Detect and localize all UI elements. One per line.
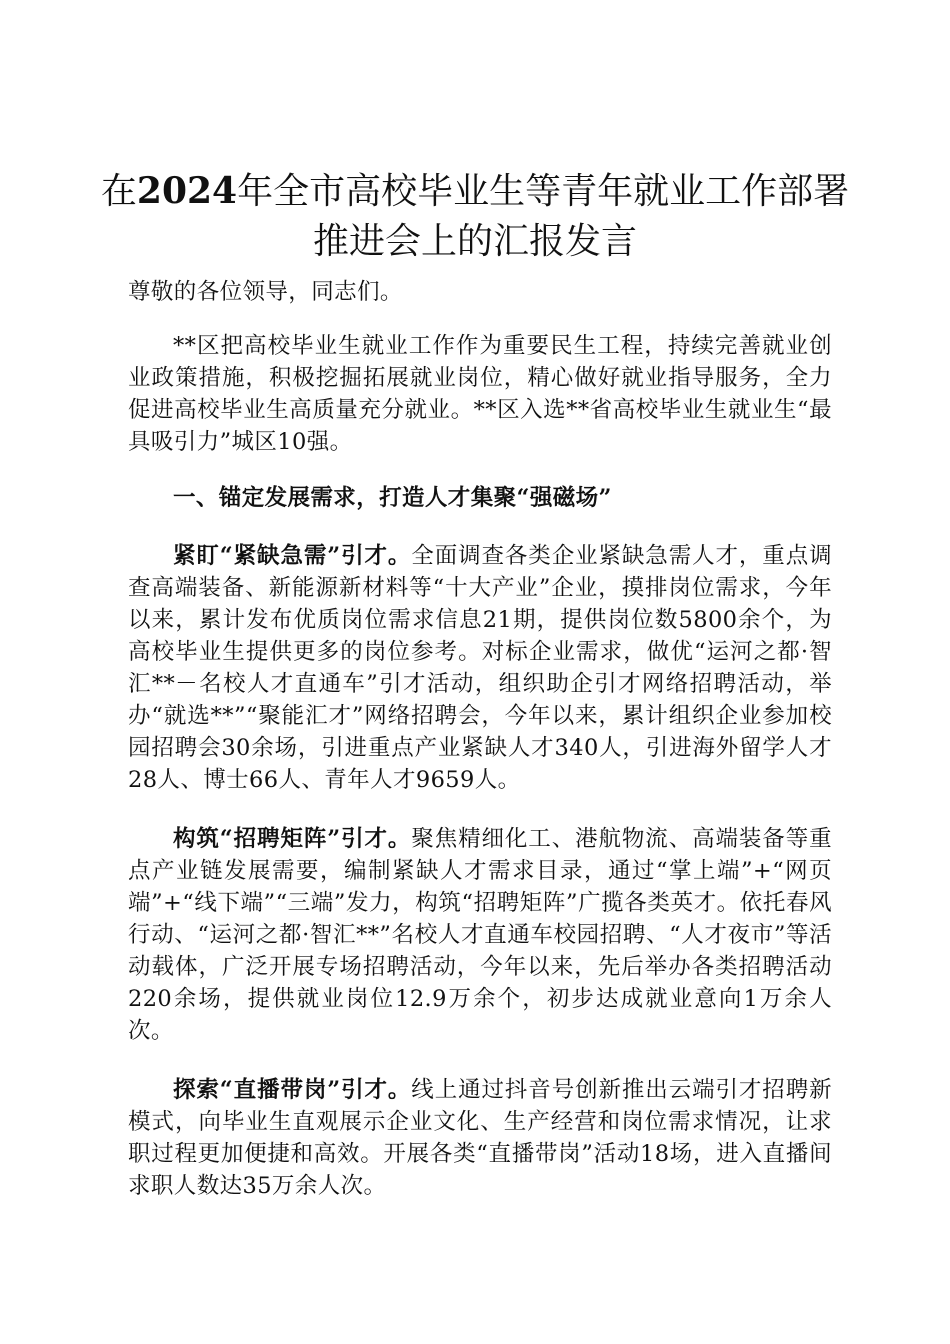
title-rest: 年全市高校毕业生等青年就业工作部署推进会上的汇报发言 — [237, 171, 850, 262]
paragraph-lead: 构筑“招聘矩阵”引才。 — [173, 826, 412, 852]
paragraph-recruitment-matrix — [128, 823, 832, 1047]
intro-paragraph: **区把高校毕业生就业工作作为重要民生工程，持续完善就业创业政策措施，积极挖掘拓展就业岗位，精心做好就业指导服务，全力促进高校毕业生高质量充分就业。**区入选**省高校毕业生就业生“最具吸引力”城区10强。 — [128, 333, 832, 455]
salutation: 尊敬的各位领导，同志们。 — [128, 279, 403, 305]
title-year: 2024 — [136, 170, 238, 212]
paragraph-shortage-talent — [128, 540, 832, 796]
paragraph-lead: 紧盯“紧缺急需”引才。 — [173, 543, 412, 569]
paragraph-text: 线上通过抖音号创新推出云端引才招聘新模式，向毕业生直观展示企业文化、生产经营和岗位需求情况，让求职过程更加便捷和高效。开展各类“直播带岗”活动18场，进入直播间求职人数达35万余人次。 — [128, 1077, 832, 1199]
section-heading: 一、锚定发展需求，打造人才集聚“强磁场” — [173, 485, 612, 511]
paragraph-livestream-jobs — [128, 1074, 832, 1202]
paragraph-lead: 探索“直播带岗”引才。 — [173, 1077, 412, 1103]
title-prefix: 在 — [100, 171, 137, 212]
document-body — [128, 276, 832, 1229]
paragraph-text: 聚焦精细化工、港航物流、高端装备等重点产业链发展需要，编制紧缺人才需求目录，通过“掌上端”+“网页端”+“线下端”“三端”发力，构筑“招聘矩阵”广揽各类英才。依托春风行动、“运河之都·智汇**”名校人才直通车校园招聘、“人才夜市”等活动载体，广泛开展专场招聘活动，今年以来，先后举办各类招聘活动220余场，提供就业岗位12.9万余个，初步达成就业意向1万余人次。 — [128, 826, 832, 1044]
document-title — [100, 166, 850, 267]
paragraph-text: 全面调查各类企业紧缺急需人才，重点调查高端装备、新能源新材料等“十大产业”企业，摸排岗位需求，今年以来，累计发布优质岗位需求信息21期，提供岗位数5800余个，为高校毕业生提供更多的岗位参考。对标企业需求，做优“运河之都·智汇**－名校人才直通车”引才活动，组织助企引才网络招聘活动，举办“就选**”“聚能汇才”网络招聘会，今年以来，累计组织企业参加校园招聘会30余场，引进重点产业紧缺人才340人，引进海外留学人才28人、博士66人、青年人才9659人。 — [128, 543, 832, 793]
